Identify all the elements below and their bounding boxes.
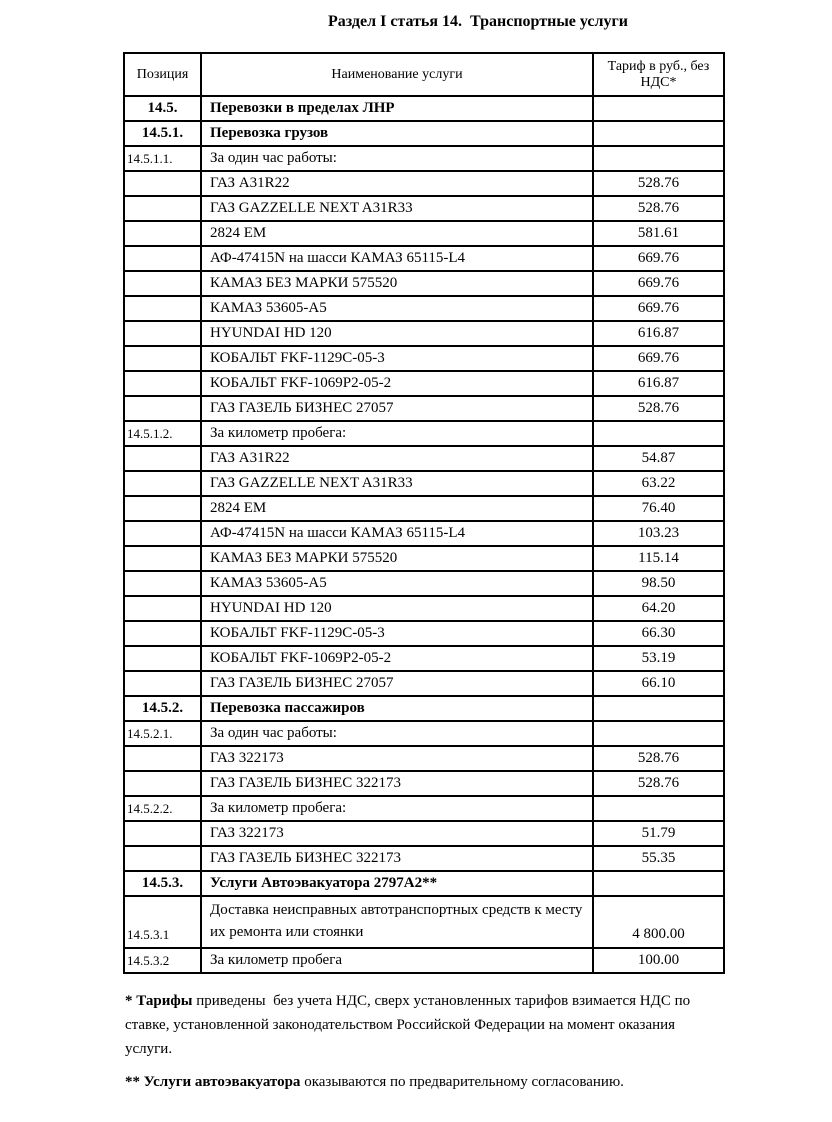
table-row bbox=[124, 621, 724, 646]
table-row bbox=[124, 596, 724, 621]
position-cell: 14.5.3. bbox=[124, 871, 201, 896]
position-cell bbox=[124, 171, 201, 196]
position-cell bbox=[124, 321, 201, 346]
position-cell: 14.5.1.1. bbox=[124, 146, 201, 171]
position-cell bbox=[124, 521, 201, 546]
service-name-cell: АФ-47415N на шасси КАМАЗ 65115-L4 bbox=[201, 246, 593, 271]
position-cell bbox=[124, 296, 201, 321]
tariff-cell: 51.79 bbox=[593, 821, 724, 846]
service-name-cell: HYUNDAI HD 120 bbox=[201, 321, 593, 346]
service-name-cell: За один час работы: bbox=[201, 146, 593, 171]
position-cell bbox=[124, 846, 201, 871]
table-row bbox=[124, 521, 724, 546]
service-name-cell: ГАЗ 322173 bbox=[201, 746, 593, 771]
position-cell bbox=[124, 571, 201, 596]
table-row bbox=[124, 421, 724, 446]
position-cell: 14.5.2.2. bbox=[124, 796, 201, 821]
service-name-cell: HYUNDAI HD 120 bbox=[201, 596, 593, 621]
service-name-cell: 2824 ЕМ bbox=[201, 496, 593, 521]
position-cell bbox=[124, 271, 201, 296]
tariff-cell: 528.76 bbox=[593, 196, 724, 221]
service-name-cell: КОБАЛЬТ FKF-1069P2-05-2 bbox=[201, 371, 593, 396]
position-cell bbox=[124, 646, 201, 671]
service-name-cell: КОБАЛЬТ FKF-1069P2-05-2 bbox=[201, 646, 593, 671]
page-title: Раздел I статья 14. Транспортные услуги bbox=[328, 13, 628, 30]
column-header-tariff: Тариф в руб., без НДС* bbox=[593, 53, 724, 96]
footnote-tariffs-lead: * Тарифы bbox=[125, 993, 193, 1009]
service-name-cell: Перевозка грузов bbox=[201, 121, 593, 146]
position-cell: 14.5.3.1 bbox=[124, 896, 201, 948]
table-row bbox=[124, 146, 724, 171]
tariff-cell: 63.22 bbox=[593, 471, 724, 496]
service-name-cell: ГАЗ GAZZELLE NEXT A31R33 bbox=[201, 196, 593, 221]
service-name-cell: Доставка неисправных автотранспортных средств к месту их ремонта или стоянки bbox=[201, 896, 593, 948]
column-header-service: Наименование услуги bbox=[201, 53, 593, 96]
service-name-cell: ГАЗ ГАЗЕЛЬ БИЗНЕС 322173 bbox=[201, 771, 593, 796]
table-row bbox=[124, 121, 724, 146]
service-name-cell: За километр пробега: bbox=[201, 421, 593, 446]
service-name-cell: Услуги Автоэвакуатора 2797А2** bbox=[201, 871, 593, 896]
table-row bbox=[124, 471, 724, 496]
footnote-evacuator-lead: ** Услуги автоэвакуатора bbox=[125, 1074, 301, 1090]
position-cell bbox=[124, 246, 201, 271]
table-row bbox=[124, 771, 724, 796]
tariff-cell: 76.40 bbox=[593, 496, 724, 521]
tariff-cell bbox=[593, 721, 724, 746]
position-cell bbox=[124, 396, 201, 421]
tariff-cell: 64.20 bbox=[593, 596, 724, 621]
position-cell bbox=[124, 621, 201, 646]
position-cell bbox=[124, 821, 201, 846]
table-row bbox=[124, 296, 724, 321]
service-name-cell: КАМАЗ 53605-А5 bbox=[201, 571, 593, 596]
table-row bbox=[124, 446, 724, 471]
table-row bbox=[124, 871, 724, 896]
service-name-cell: ГАЗ GAZZELLE NEXT A31R33 bbox=[201, 471, 593, 496]
service-name-cell: ГАЗ ГАЗЕЛЬ БИЗНЕС 27057 bbox=[201, 671, 593, 696]
position-cell bbox=[124, 471, 201, 496]
position-cell: 14.5.2.1. bbox=[124, 721, 201, 746]
position-cell bbox=[124, 221, 201, 246]
position-cell: 14.5.2. bbox=[124, 696, 201, 721]
tariff-cell: 54.87 bbox=[593, 446, 724, 471]
position-cell bbox=[124, 746, 201, 771]
footnote-evacuator-text: оказываются по предварительному согласованию. bbox=[300, 1074, 624, 1090]
tariff-cell: 528.76 bbox=[593, 396, 724, 421]
footnote-evacuator bbox=[125, 1070, 723, 1094]
position-cell bbox=[124, 596, 201, 621]
service-name-cell: За километр пробега: bbox=[201, 796, 593, 821]
tariff-cell: 669.76 bbox=[593, 246, 724, 271]
table-row bbox=[124, 171, 724, 196]
table-body bbox=[124, 96, 724, 973]
position-cell bbox=[124, 446, 201, 471]
table-row bbox=[124, 746, 724, 771]
tariff-cell: 528.76 bbox=[593, 746, 724, 771]
table-row bbox=[124, 671, 724, 696]
table-row bbox=[124, 571, 724, 596]
position-cell bbox=[124, 771, 201, 796]
column-header-position: Позиция bbox=[124, 53, 201, 96]
table-row bbox=[124, 846, 724, 871]
tariff-cell: 616.87 bbox=[593, 371, 724, 396]
tariff-cell: 103.23 bbox=[593, 521, 724, 546]
service-name-cell: 2824 ЕМ bbox=[201, 221, 593, 246]
tariff-table bbox=[123, 52, 725, 974]
tariff-cell: 528.76 bbox=[593, 771, 724, 796]
tariff-cell bbox=[593, 796, 724, 821]
service-name-cell: ГАЗ ГАЗЕЛЬ БИЗНЕС 27057 bbox=[201, 396, 593, 421]
position-cell bbox=[124, 371, 201, 396]
table-row bbox=[124, 246, 724, 271]
tariff-cell bbox=[593, 96, 724, 121]
tariff-cell: 98.50 bbox=[593, 571, 724, 596]
tariff-cell: 669.76 bbox=[593, 346, 724, 371]
tariff-cell: 53.19 bbox=[593, 646, 724, 671]
service-name-cell: КАМАЗ 53605-А5 bbox=[201, 296, 593, 321]
table-row bbox=[124, 821, 724, 846]
header-row bbox=[124, 53, 724, 96]
tariff-cell: 669.76 bbox=[593, 296, 724, 321]
tariff-cell: 616.87 bbox=[593, 321, 724, 346]
table-row bbox=[124, 271, 724, 296]
service-name-cell: За километр пробега bbox=[201, 948, 593, 973]
position-cell bbox=[124, 546, 201, 571]
tariff-cell bbox=[593, 696, 724, 721]
table-row bbox=[124, 696, 724, 721]
tariff-cell: 581.61 bbox=[593, 221, 724, 246]
tariff-cell: 115.14 bbox=[593, 546, 724, 571]
tariff-cell: 66.30 bbox=[593, 621, 724, 646]
table-row bbox=[124, 896, 724, 948]
table-row bbox=[124, 346, 724, 371]
tariff-cell bbox=[593, 421, 724, 446]
service-name-cell: ГАЗ ГАЗЕЛЬ БИЗНЕС 322173 bbox=[201, 846, 593, 871]
table-row bbox=[124, 646, 724, 671]
position-cell: 14.5.3.2 bbox=[124, 948, 201, 973]
service-name-cell: ГАЗ A31R22 bbox=[201, 171, 593, 196]
position-cell bbox=[124, 671, 201, 696]
tariff-cell: 4 800.00 bbox=[593, 896, 724, 948]
service-name-cell: Перевозки в пределах ЛНР bbox=[201, 96, 593, 121]
tariff-cell: 669.76 bbox=[593, 271, 724, 296]
position-cell bbox=[124, 346, 201, 371]
tariff-cell: 100.00 bbox=[593, 948, 724, 973]
table-row bbox=[124, 196, 724, 221]
position-cell bbox=[124, 196, 201, 221]
position-cell: 14.5.1.2. bbox=[124, 421, 201, 446]
service-name-cell: КАМАЗ БЕЗ МАРКИ 575520 bbox=[201, 271, 593, 296]
table-header bbox=[124, 53, 724, 96]
footnote-tariffs bbox=[125, 989, 723, 1061]
service-name-cell: ГАЗ A31R22 bbox=[201, 446, 593, 471]
table-row bbox=[124, 546, 724, 571]
service-name-cell: ГАЗ 322173 bbox=[201, 821, 593, 846]
footnotes bbox=[125, 989, 723, 1094]
table-row bbox=[124, 321, 724, 346]
service-name-cell: Перевозка пассажиров bbox=[201, 696, 593, 721]
table-row bbox=[124, 96, 724, 121]
tariff-cell: 66.10 bbox=[593, 671, 724, 696]
tariff-cell bbox=[593, 146, 724, 171]
table-row bbox=[124, 221, 724, 246]
footnote-tariffs-text: приведены без учета НДС, сверх установленных тарифов взимается НДС по ставке, установленной законодательством Российской Федерации на момент оказания услуги. bbox=[125, 993, 694, 1057]
tariff-cell: 55.35 bbox=[593, 846, 724, 871]
position-cell: 14.5. bbox=[124, 96, 201, 121]
service-name-cell: АФ-47415N на шасси КАМАЗ 65115-L4 bbox=[201, 521, 593, 546]
table-row bbox=[124, 721, 724, 746]
service-name-cell: КАМАЗ БЕЗ МАРКИ 575520 bbox=[201, 546, 593, 571]
table-row bbox=[124, 496, 724, 521]
tariff-cell: 528.76 bbox=[593, 171, 724, 196]
table-row bbox=[124, 948, 724, 973]
tariff-cell bbox=[593, 121, 724, 146]
table-row bbox=[124, 371, 724, 396]
tariff-cell bbox=[593, 871, 724, 896]
service-name-cell: КОБАЛЬТ FKF-1129C-05-3 bbox=[201, 621, 593, 646]
service-name-cell: КОБАЛЬТ FKF-1129C-05-3 bbox=[201, 346, 593, 371]
position-cell bbox=[124, 496, 201, 521]
service-name-cell: За один час работы: bbox=[201, 721, 593, 746]
table-row bbox=[124, 796, 724, 821]
position-cell: 14.5.1. bbox=[124, 121, 201, 146]
table-row bbox=[124, 396, 724, 421]
